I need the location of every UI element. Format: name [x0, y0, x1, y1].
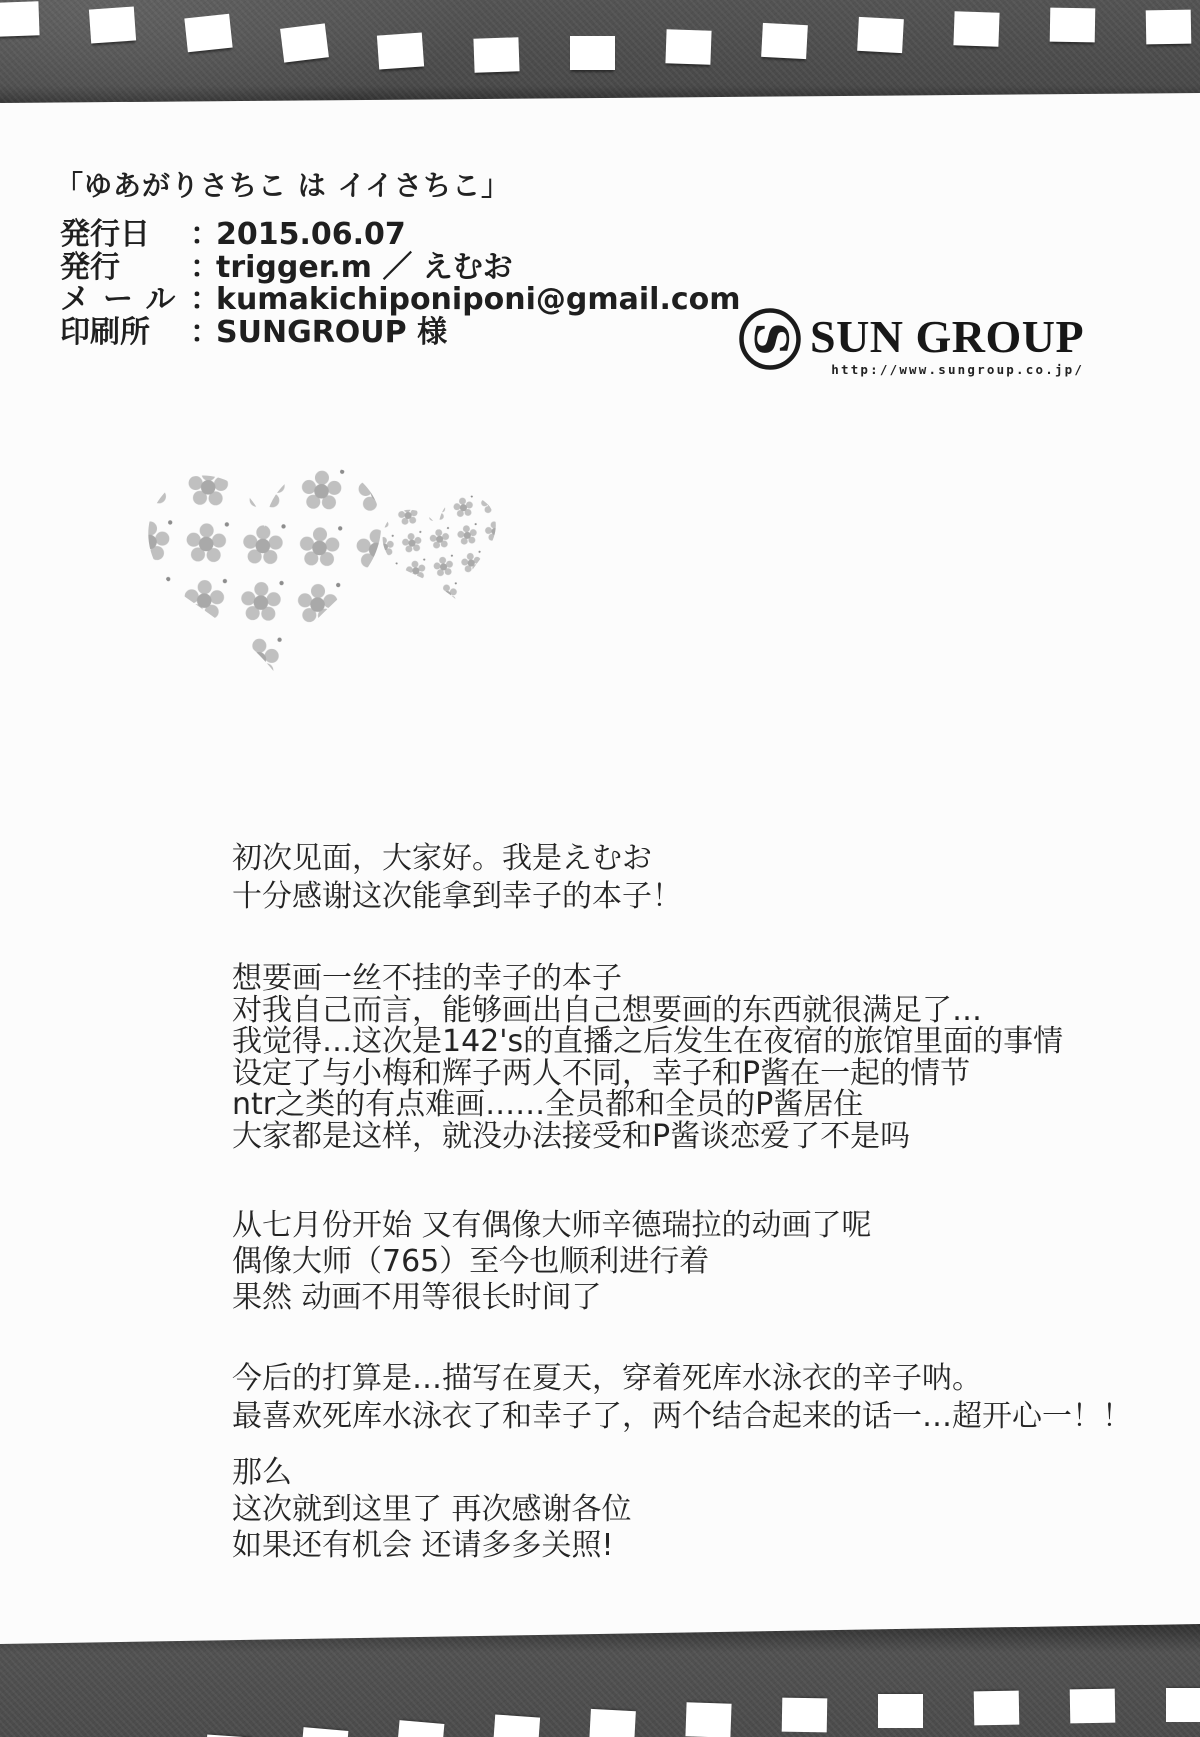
afterword-line: 如果还有机会 还请多多关照! — [232, 1528, 614, 1563]
afterword-paragraph-closing — [232, 1455, 632, 1565]
colophon-value: SUNGROUP 様 — [216, 314, 448, 350]
afterword-line: 果然 动画不用等很长时间了 — [232, 1280, 602, 1315]
heart-small — [376, 489, 511, 613]
film-perforation — [953, 11, 999, 47]
film-perforation — [570, 36, 615, 70]
film-perforation — [280, 23, 329, 62]
afterword-paragraph-greeting — [232, 840, 682, 916]
film-perforation — [1146, 10, 1192, 45]
film-perforation — [761, 23, 808, 59]
film-perforation — [1166, 1688, 1200, 1722]
colophon-row-email — [60, 284, 741, 317]
afterword-line: 偶像大师（765）至今也顺利进行着 — [232, 1244, 710, 1279]
film-perforation — [89, 6, 136, 43]
colophon-separator: ： — [190, 217, 220, 252]
film-perforation — [377, 32, 424, 69]
film-perforation — [493, 1714, 540, 1737]
film-perforation — [1070, 1689, 1116, 1724]
film-perforation — [473, 37, 519, 73]
colophon-row-publisher — [60, 249, 741, 285]
afterword-paragraph-anime — [232, 1208, 872, 1316]
film-perforation — [0, 1, 40, 37]
book-title: 「ゆあがりさちこ は イイさちこ」 — [55, 169, 511, 202]
film-perforation — [665, 29, 711, 65]
afterword-line: ntr之类的有点难画……全员都和全员的P酱居住 — [232, 1087, 864, 1123]
afterword-paragraph-about-book — [232, 963, 1063, 1153]
film-strip-bottom — [0, 1620, 1200, 1737]
film-strip-top — [0, 0, 1200, 104]
afterword-line: 最喜欢死库水泳衣了和幸子了，两个结合起来的话一…超开心一！！ — [232, 1399, 1132, 1434]
heart-large — [144, 463, 391, 680]
film-perforation — [857, 17, 904, 53]
svg-text:S: S — [744, 322, 798, 356]
printer-logo-text — [810, 306, 1084, 377]
printer-logo-url: http://www.sungroup.co.jp/ — [831, 362, 1085, 377]
colophon-label: 発行 — [60, 249, 120, 285]
colophon-row-publish-date — [60, 219, 741, 252]
printer-logo-name: SUN GROUP — [810, 311, 1085, 362]
film-perforation — [397, 1720, 445, 1737]
film-perforation — [685, 1702, 731, 1737]
afterword-line: 对我自己而言，能够画出自己想要画的东西就很满足了… — [232, 992, 982, 1028]
film-perforation — [974, 1691, 1020, 1726]
colophon-value: trigger.m ／ えむお — [216, 249, 513, 285]
afterword-line: 设定了与小梅和辉子两人不同，幸子和P酱在一起的情节 — [232, 1055, 971, 1091]
afterword-line: 初次见面，大家好。我是えむお — [232, 841, 652, 876]
afterword-line: 大家都是这样，就没办法接受和P酱谈恋爱了不是吗 — [232, 1118, 911, 1154]
afterword-line: 从七月份开始 又有偶像大师辛德瑞拉的动画了呢 — [232, 1208, 872, 1243]
colophon-value: 2015.06.07 — [216, 217, 406, 252]
colophon-label: メール — [60, 282, 189, 318]
colophon-value: kumakichiponiponi@gmail.com — [216, 282, 741, 318]
afterword-line: 想要画一丝不挂的幸子的本子 — [232, 961, 622, 996]
hearts-decoration — [122, 438, 552, 683]
film-perforation — [301, 1727, 349, 1737]
afterword-line: 十分感谢这次能拿到幸子的本子！ — [232, 879, 682, 914]
afterword-line: 这次就到这里了 再次感谢各位 — [232, 1491, 632, 1527]
afterword-paragraph-plans — [232, 1360, 1132, 1436]
colophon-label: 発行日 — [60, 217, 150, 252]
film-perforation — [878, 1694, 923, 1728]
colophon-separator: ： — [190, 249, 220, 285]
colophon — [60, 219, 741, 349]
sun-group-logo-icon — [737, 306, 803, 372]
afterword-line: 今后的打算是…描写在夏天，穿着死库水泳衣的辛子呐。 — [232, 1361, 982, 1396]
film-perforation — [782, 1698, 828, 1733]
colophon-separator: ： — [190, 282, 220, 318]
film-perforation — [184, 14, 232, 53]
film-perforation — [589, 1709, 636, 1737]
colophon-label: 印刷所 — [60, 314, 150, 350]
printer-logo — [737, 306, 1084, 377]
afterword-line: 我觉得…这次是142's的直播之后发生在夜宿的旅馆里面的事情 — [232, 1024, 1064, 1060]
colophon-separator: ： — [190, 314, 220, 350]
film-perforation — [1050, 8, 1096, 43]
afterword-line: 那么 — [232, 1455, 292, 1490]
colophon-row-printer — [60, 314, 741, 350]
